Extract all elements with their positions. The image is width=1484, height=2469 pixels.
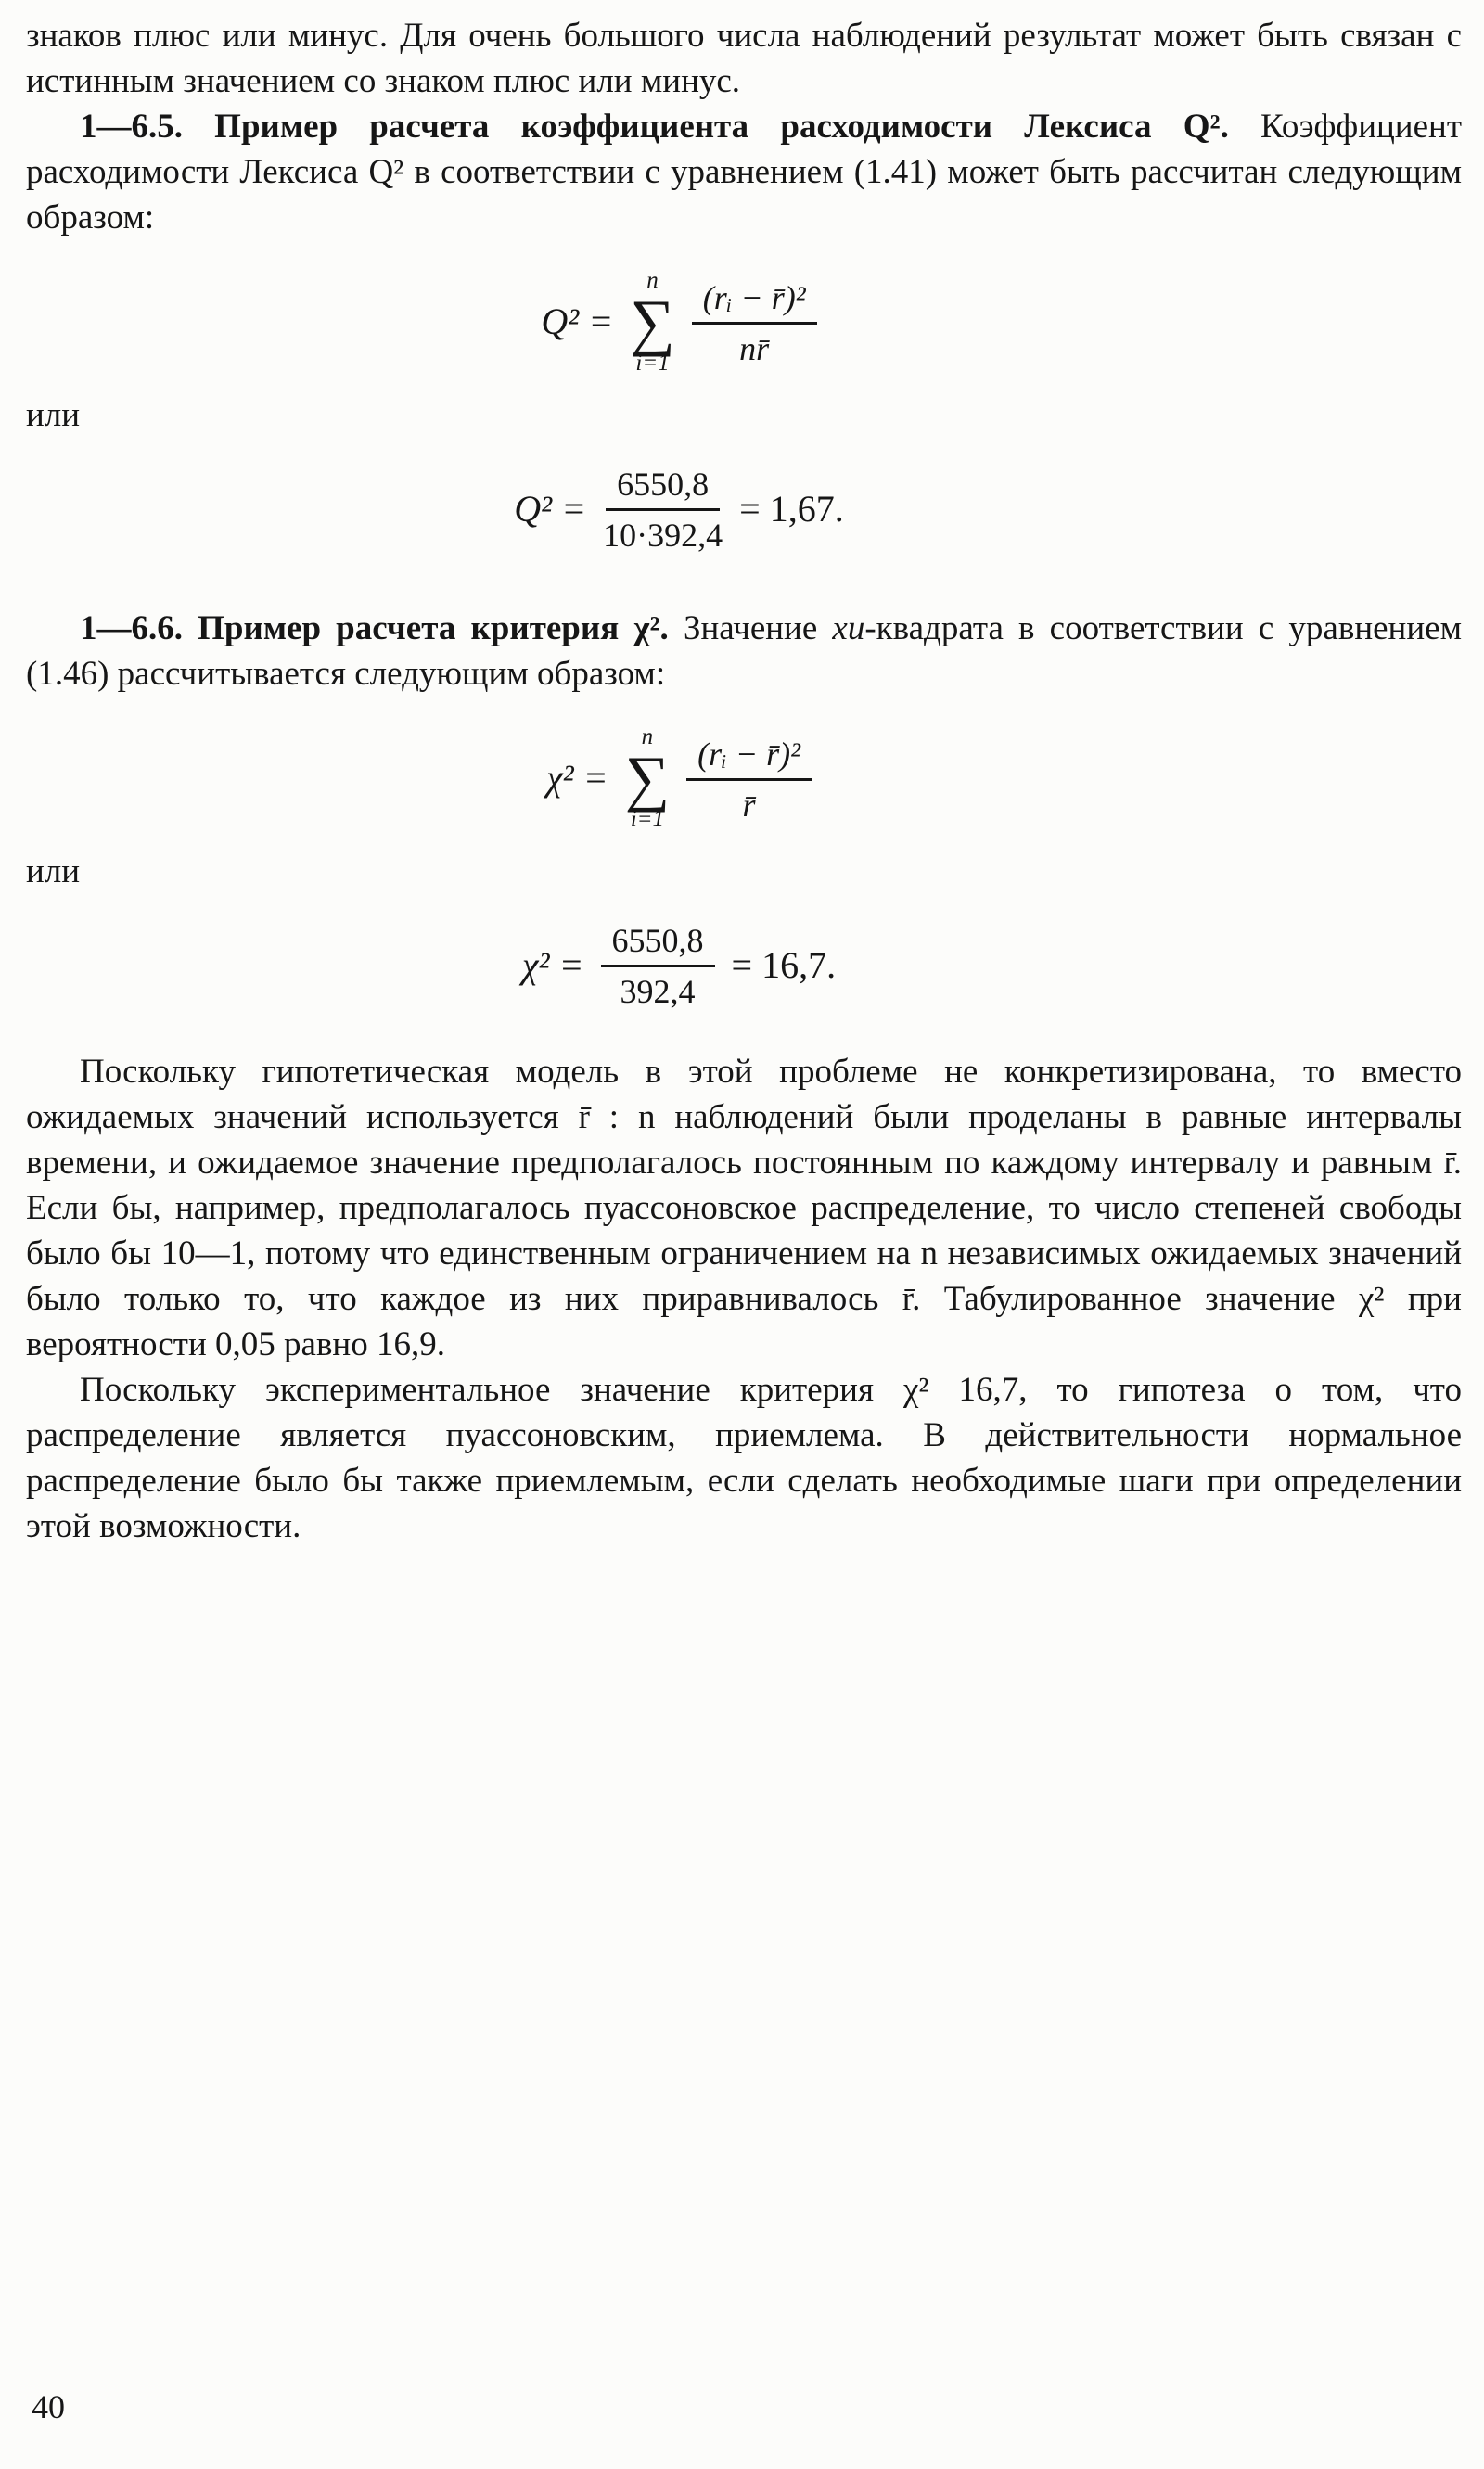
formula-chi-numeric [26,922,1332,1011]
fraction-numerator: 6550,8 [601,922,715,967]
connector-word: или [26,852,81,891]
fraction-denominator: 392,4 [620,973,696,1011]
summation-operator [630,268,674,376]
formula-q2-general [26,268,1332,376]
connector-word: или [26,396,81,435]
formula-q2-numeric [26,466,1332,555]
page-number: 40 [32,2388,65,2425]
section-1-6-5-heading: 1—6.5. Пример расчета коэффициента расходимости Лексиса Q². [80,108,1229,146]
section-1-6-6-heading: 1—6.6. Пример расчета критерия χ². [80,609,669,648]
formula-chi-general [26,724,1332,832]
fraction-numerator: 6550,8 [606,466,720,511]
formula-lhs: χ² = [546,757,608,800]
summation-operator [625,724,670,832]
section-1-6-6-text-pre: Значение [668,609,833,648]
paragraph-conclusion: Поскольку экспериментальное значение критерия χ² 16,7, то гипотеза о том, что распределение является пуассоновским, приемлема. В действительности нормальное распределение было бы также приемлемым, если сделать необходимые шаги при определении этой возможности. [26,1371,1462,1546]
fraction-denominator: nr̄ [739,329,770,367]
formula-result: = 1,67. [739,487,844,530]
sigma-symbol: ∑ [630,286,675,357]
fraction [601,922,715,1011]
section-1-6-6-text-post: квадрата в соответствии с уравнением (1.46) рассчитывается следующим образом: [26,609,1462,694]
fraction [603,466,723,555]
section-1-6-6-paragraph [26,606,1462,697]
sum-upper-limit: n [646,268,659,293]
sum-lower-limit: i=1 [635,350,670,376]
fraction-denominator: 10·392,4 [603,517,723,555]
vertical-space [26,1025,1462,1049]
fraction [692,279,817,365]
fraction [686,736,812,822]
formula-lhs: Q² = [514,487,587,530]
fraction-denominator: r̄ [742,786,756,824]
sigma-symbol: ∑ [624,742,671,813]
fraction-numerator: (rᵢ − r̄)² [692,279,817,325]
term-chi-italic: хи- [832,609,876,648]
sum-upper-limit: n [641,724,654,750]
vertical-space [26,569,1462,606]
formula-lhs: Q² = [541,301,614,343]
formula-lhs: χ² = [521,943,584,986]
formula-result: = 16,7. [731,943,837,986]
section-1-6-5-paragraph [26,104,1462,240]
paragraph-discussion: Поскольку гипотетическая модель в этой проблеме не конкретизирована, то вместо ожидаемых значений используется r̄ : n наблюдений были проделаны в равные интервалы времени, и ожидаемое значение предполагалось постоянным по каждому интервалу и равным r̄. Если бы, например, предполагалось пуассоновское распределение, то число степеней свободы было бы 10—1, потому что единственным ограничением на n независимых ожидаемых значений было только то, что каждое из них приравнивалось r̄. Табулированное значение χ² при вероятности 0,05 равно 16,9. [26,1053,1462,1364]
fraction-numerator: (rᵢ − r̄)² [686,736,812,781]
sum-lower-limit: i=1 [630,806,665,832]
section-1-6-5-text: Коэффициент расходимости Лексиса Q² в соответствии с уравнением (1.41) может быть рассчитан следующим образом: [26,108,1462,237]
paragraph-continuation: знаков плюс или минус. Для очень большого числа наблюдений результат может быть связан с истинным значением со знаком плюс или минус. [26,17,1462,100]
